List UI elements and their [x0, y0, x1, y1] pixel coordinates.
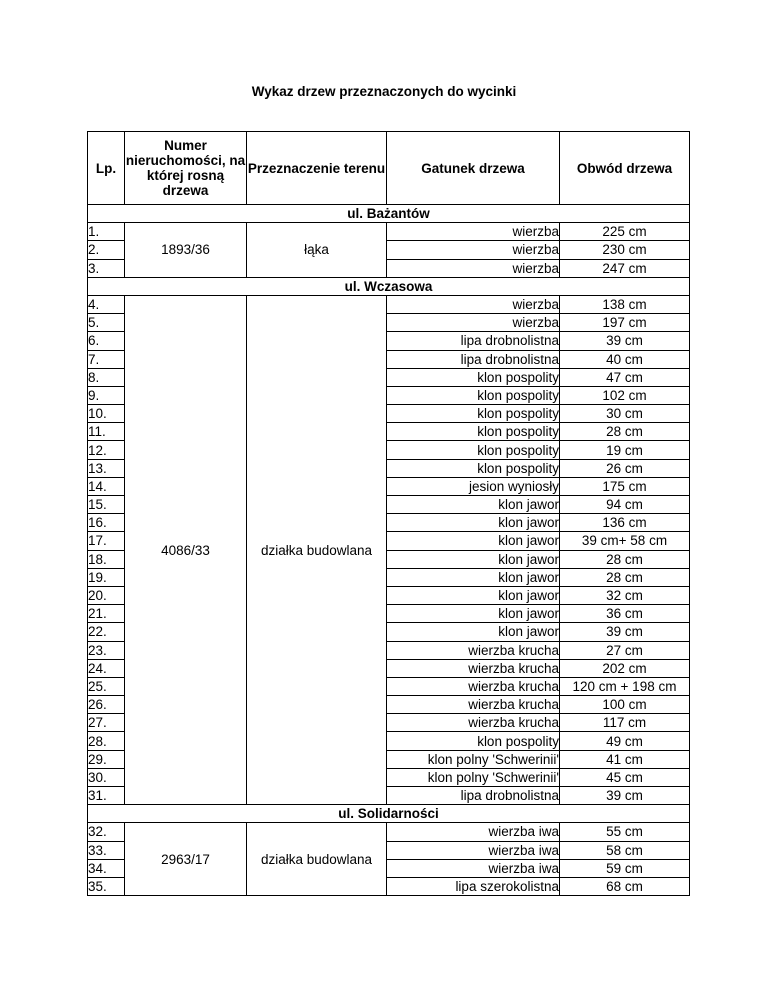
cell-gatunek: wierzba iwa [387, 841, 560, 859]
cell-obwod: 39 cm+ 58 cm [560, 532, 690, 550]
cell-gatunek: klon jawor [387, 586, 560, 604]
cell-obwod: 68 cm [560, 877, 690, 895]
cell-gatunek: klon polny 'Schwerinii' [387, 768, 560, 786]
cell-gatunek: klon jawor [387, 532, 560, 550]
cell-lp: 29. [88, 750, 125, 768]
cell-obwod: 32 cm [560, 586, 690, 604]
cell-przeznaczenie: działka budowlana [247, 823, 387, 896]
cell-numer: 2963/17 [125, 823, 247, 896]
cell-obwod: 102 cm [560, 386, 690, 404]
cell-obwod: 19 cm [560, 441, 690, 459]
cell-gatunek: wierzba krucha [387, 714, 560, 732]
header-gatunek: Gatunek drzewa [387, 132, 560, 205]
cell-przeznaczenie: łąka [247, 223, 387, 278]
cell-lp: 26. [88, 696, 125, 714]
cell-obwod: 39 cm [560, 332, 690, 350]
cell-gatunek: wierzba [387, 259, 560, 277]
cell-numer: 1893/36 [125, 223, 247, 278]
cell-lp: 17. [88, 532, 125, 550]
document-title: Wykaz drzew przeznaczonych do wycinki [251, 84, 517, 99]
street-row [88, 277, 690, 295]
cell-lp: 28. [88, 732, 125, 750]
cell-lp: 21. [88, 605, 125, 623]
cell-lp: 7. [88, 350, 125, 368]
cell-lp: 31. [88, 787, 125, 805]
table-row [88, 823, 690, 841]
trees-table [87, 131, 690, 896]
cell-gatunek: wierzba krucha [387, 659, 560, 677]
cell-obwod: 39 cm [560, 623, 690, 641]
street-row [88, 805, 690, 823]
cell-obwod: 94 cm [560, 496, 690, 514]
cell-obwod: 26 cm [560, 459, 690, 477]
cell-obwod: 47 cm [560, 368, 690, 386]
cell-obwod: 39 cm [560, 787, 690, 805]
cell-gatunek: klon jawor [387, 568, 560, 586]
cell-lp: 32. [88, 823, 125, 841]
cell-lp: 6. [88, 332, 125, 350]
cell-obwod: 30 cm [560, 405, 690, 423]
cell-obwod: 197 cm [560, 314, 690, 332]
cell-gatunek: klon pospolity [387, 459, 560, 477]
cell-lp: 2. [88, 241, 125, 259]
cell-lp: 24. [88, 659, 125, 677]
cell-obwod: 136 cm [560, 514, 690, 532]
cell-lp: 13. [88, 459, 125, 477]
cell-obwod: 175 cm [560, 477, 690, 495]
cell-obwod: 100 cm [560, 696, 690, 714]
cell-obwod: 55 cm [560, 823, 690, 841]
table-row [88, 295, 690, 313]
cell-obwod: 225 cm [560, 223, 690, 241]
cell-lp: 8. [88, 368, 125, 386]
cell-obwod: 28 cm [560, 568, 690, 586]
cell-obwod: 120 cm + 198 cm [560, 677, 690, 695]
cell-gatunek: klon pospolity [387, 423, 560, 441]
cell-obwod: 27 cm [560, 641, 690, 659]
cell-numer: 4086/33 [125, 295, 247, 804]
cell-gatunek: klon jawor [387, 623, 560, 641]
cell-gatunek: wierzba [387, 314, 560, 332]
table-header [88, 132, 690, 205]
cell-gatunek: lipa drobnolistna [387, 350, 560, 368]
cell-lp: 35. [88, 877, 125, 895]
cell-lp: 10. [88, 405, 125, 423]
cell-lp: 4. [88, 295, 125, 313]
cell-gatunek: wierzba [387, 223, 560, 241]
cell-lp: 1. [88, 223, 125, 241]
cell-gatunek: klon pospolity [387, 441, 560, 459]
cell-lp: 23. [88, 641, 125, 659]
cell-lp: 22. [88, 623, 125, 641]
cell-gatunek: wierzba krucha [387, 696, 560, 714]
street-name: ul. Bażantów [88, 205, 690, 223]
cell-lp: 5. [88, 314, 125, 332]
cell-obwod: 138 cm [560, 295, 690, 313]
header-lp: Lp. [88, 132, 125, 205]
cell-lp: 9. [88, 386, 125, 404]
cell-gatunek: lipa drobnolistna [387, 787, 560, 805]
cell-gatunek: klon jawor [387, 605, 560, 623]
cell-lp: 16. [88, 514, 125, 532]
cell-gatunek: klon pospolity [387, 368, 560, 386]
cell-lp: 18. [88, 550, 125, 568]
cell-lp: 34. [88, 859, 125, 877]
cell-obwod: 202 cm [560, 659, 690, 677]
cell-gatunek: lipa drobnolistna [387, 332, 560, 350]
table-body [88, 205, 690, 896]
cell-obwod: 230 cm [560, 241, 690, 259]
cell-lp: 25. [88, 677, 125, 695]
cell-obwod: 28 cm [560, 423, 690, 441]
cell-gatunek: klon pospolity [387, 405, 560, 423]
cell-gatunek: wierzba iwa [387, 823, 560, 841]
cell-gatunek: klon pospolity [387, 386, 560, 404]
cell-gatunek: klon polny 'Schwerinii' [387, 750, 560, 768]
cell-obwod: 247 cm [560, 259, 690, 277]
cell-gatunek: wierzba [387, 295, 560, 313]
street-name: ul. Wczasowa [88, 277, 690, 295]
header-numer: Numer nieruchomości, na której rosną drzewa [125, 132, 247, 205]
cell-gatunek: wierzba krucha [387, 677, 560, 695]
cell-gatunek: jesion wyniosły [387, 477, 560, 495]
street-name: ul. Solidarności [88, 805, 690, 823]
cell-przeznaczenie: działka budowlana [247, 295, 387, 804]
cell-gatunek: wierzba krucha [387, 641, 560, 659]
cell-lp: 15. [88, 496, 125, 514]
cell-gatunek: klon jawor [387, 550, 560, 568]
cell-lp: 12. [88, 441, 125, 459]
cell-obwod: 59 cm [560, 859, 690, 877]
cell-obwod: 36 cm [560, 605, 690, 623]
cell-obwod: 58 cm [560, 841, 690, 859]
cell-lp: 3. [88, 259, 125, 277]
cell-obwod: 49 cm [560, 732, 690, 750]
cell-lp: 27. [88, 714, 125, 732]
table-row [88, 223, 690, 241]
cell-lp: 11. [88, 423, 125, 441]
cell-gatunek: klon pospolity [387, 732, 560, 750]
cell-obwod: 41 cm [560, 750, 690, 768]
cell-lp: 33. [88, 841, 125, 859]
cell-gatunek: klon jawor [387, 496, 560, 514]
cell-lp: 30. [88, 768, 125, 786]
street-row [88, 205, 690, 223]
cell-obwod: 40 cm [560, 350, 690, 368]
cell-lp: 14. [88, 477, 125, 495]
cell-gatunek: klon jawor [387, 514, 560, 532]
cell-gatunek: wierzba iwa [387, 859, 560, 877]
cell-lp: 19. [88, 568, 125, 586]
cell-obwod: 28 cm [560, 550, 690, 568]
cell-obwod: 45 cm [560, 768, 690, 786]
cell-lp: 20. [88, 586, 125, 604]
cell-gatunek: wierzba [387, 241, 560, 259]
cell-obwod: 117 cm [560, 714, 690, 732]
cell-gatunek: lipa szerokolistna [387, 877, 560, 895]
header-obwod: Obwód drzewa [560, 132, 690, 205]
header-przeznaczenie: Przeznaczenie terenu [247, 132, 387, 205]
